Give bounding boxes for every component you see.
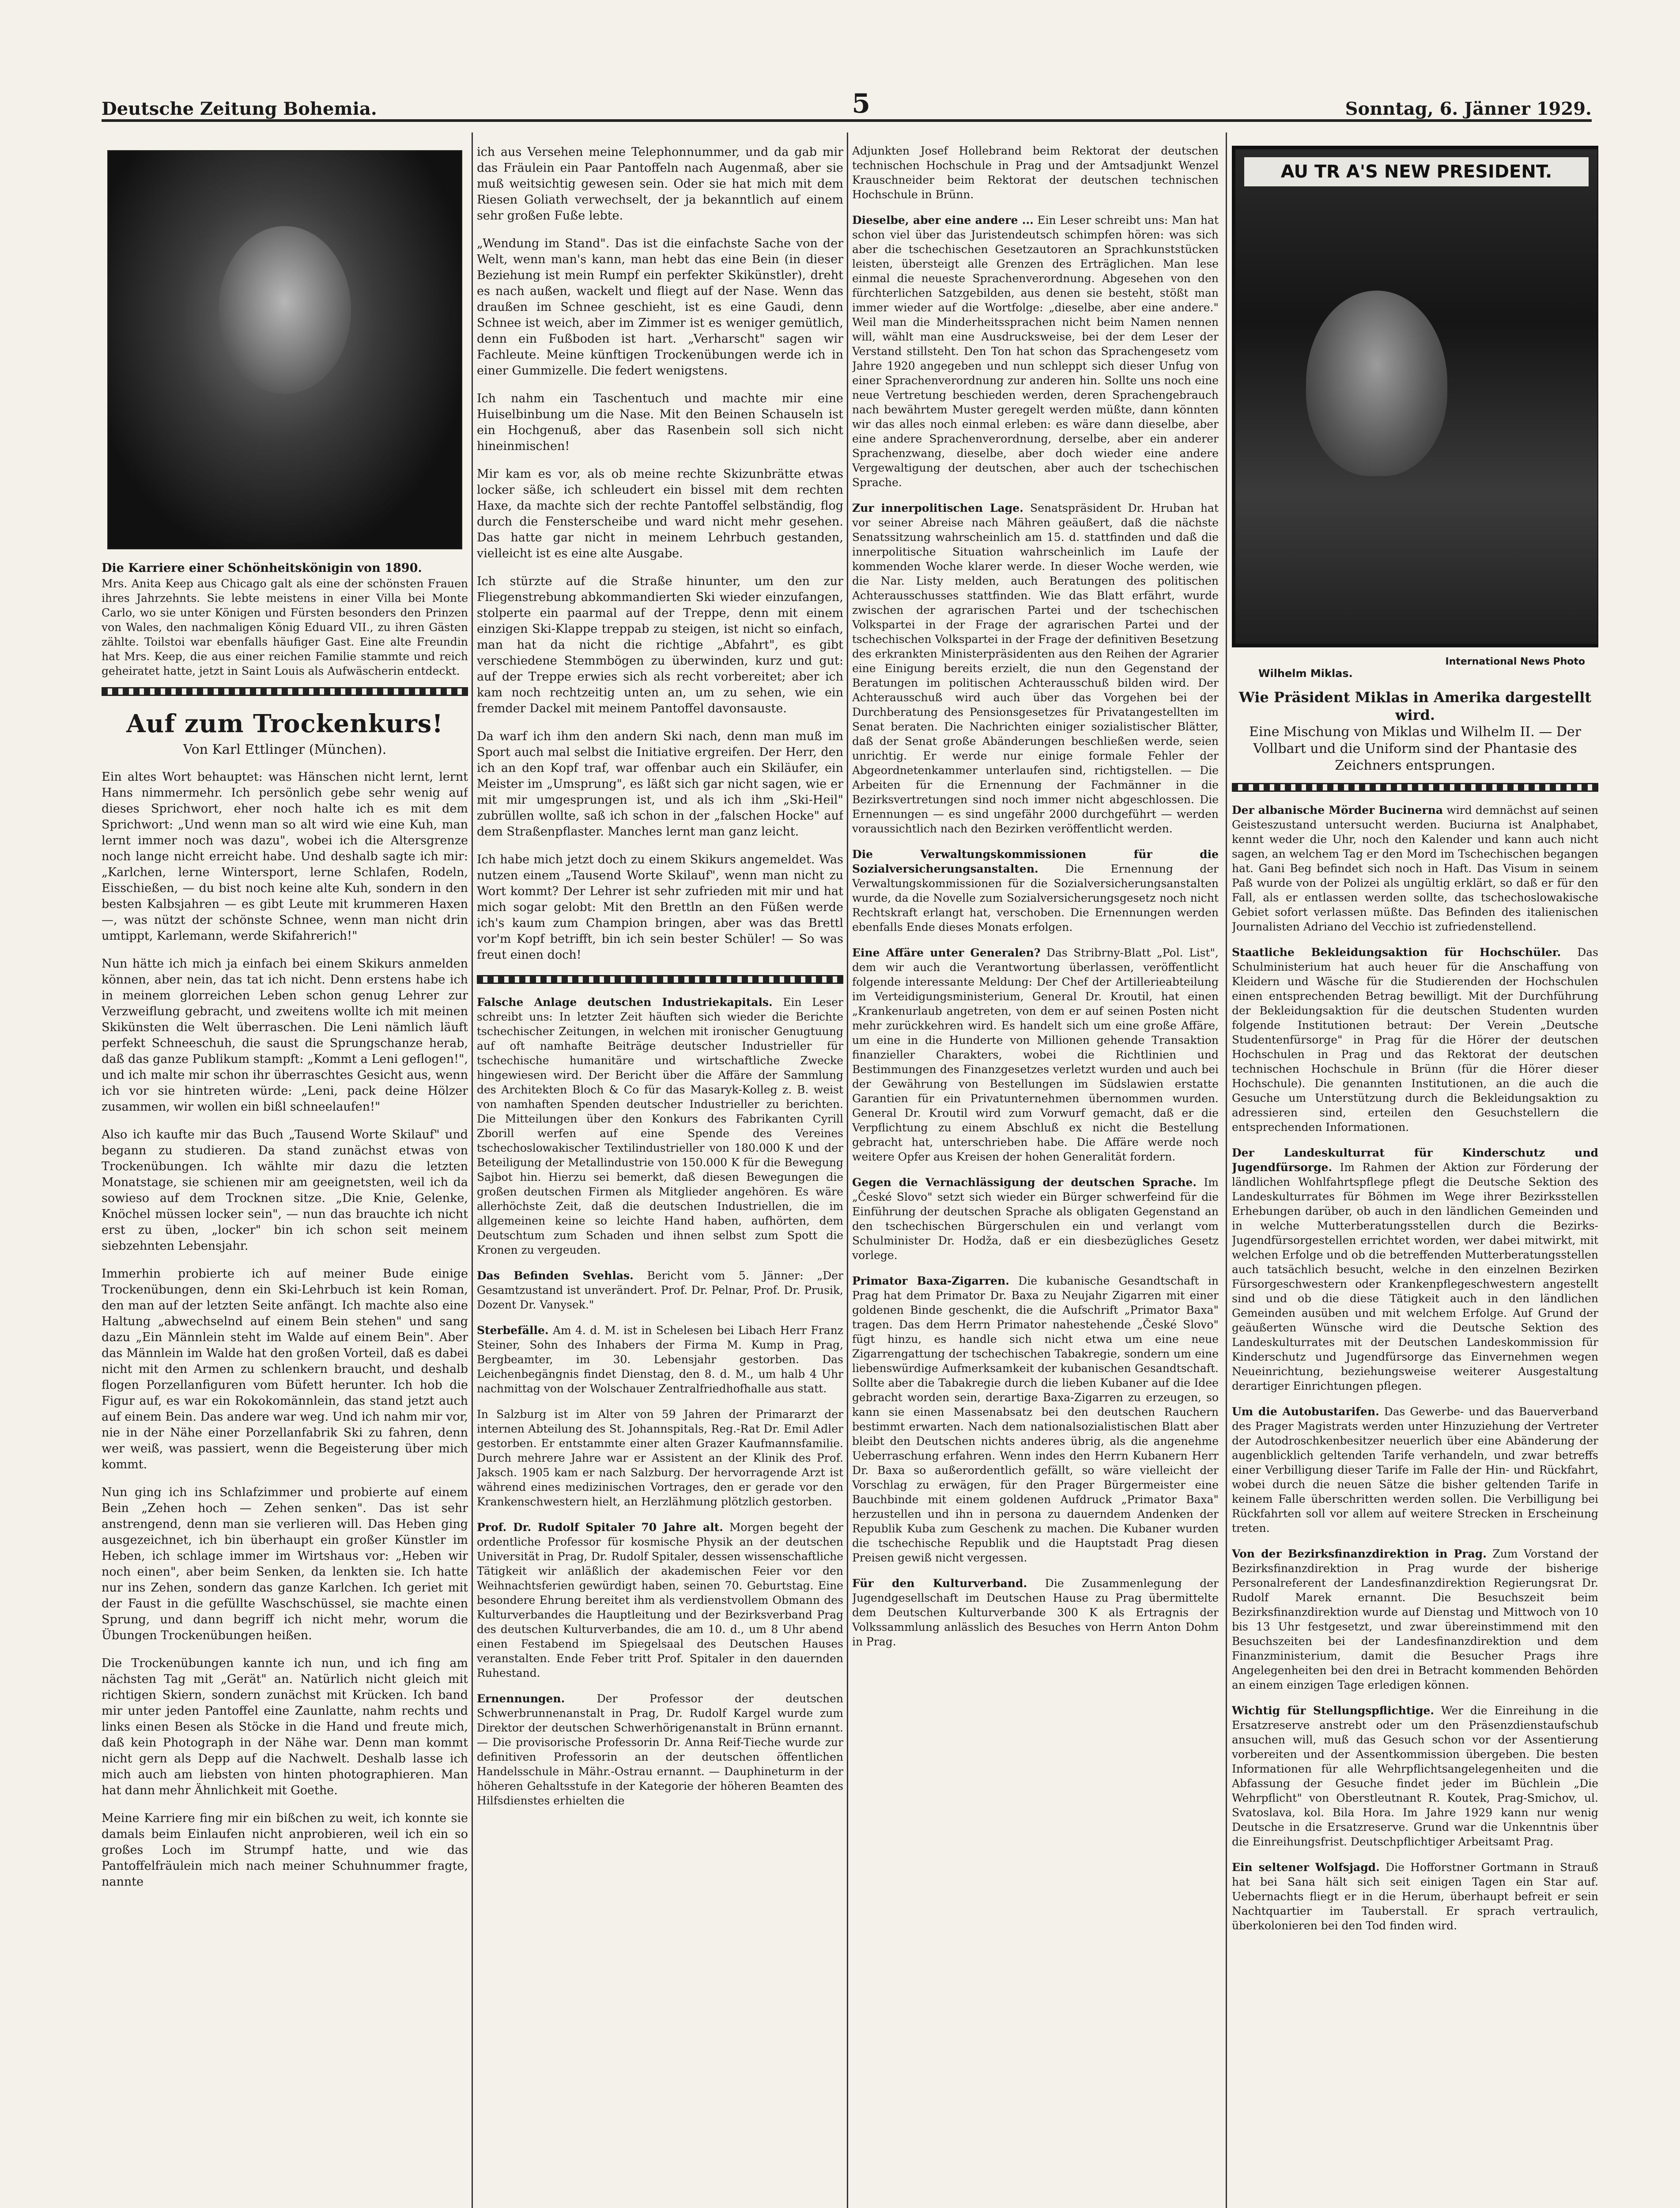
news-text: Die kubanische Gesandtschaft in Prag hat dem Primator Dr. Baxa zu Neujahr Zigarren mit einer goldenen Binde geschenkt, die die Aufschrift „Primator Baxa" tragen. Das dem Herrn Primator nahestehende „České Slovo" fügt hinzu, es handle sich nicht etwa um eine neue Zigarrengattung der tschechischen Tabakregie, sondern um eine liebenswürdige Aufmerksamkeit der kubanischen Gesandtschaft. Sollte aber die Tabakregie durch die lieben Kubaner auf die Idee gebracht worden sein, derartige Baxa-Zigarren zu erzeugen, so kann sie einen Massenabsatz bei den deutschen Rauchern bestimmt erwarten. Nach dem nationalsozialistischen Blatt aber bleibt den Deutschen nichts anderes übrig, als die angenehme Ueberraschung erfahren. Wenn indes den Herrn Kubanern Herr Dr. Baxa so außerordentlich gefällt, so wäre vielleicht der Vorschlag zu erwägen, für den Prager Bürgermeister eine Bauchbinde mit einem goldenen Aufdruck „Primator Baxa" herzustellen und ihn in persona zu dauerndem Andenken der Republik Kuba zum Geschenk zu machen. Die Kubaner wurden die tschechische Republik und die Hauptstadt Prag diesen Preisen gewiß nicht vergessen.	[852, 1274, 1219, 1564]
photo-caption-title: Die Karriere einer Schönheitskönigin von 1890.	[102, 561, 422, 575]
paragraph: Ich nahm ein Taschentuch und machte mir eine Huiselbinbung um die Nase. Mit den Beinen Schauseln ist ein Hochgenuß, aber das Rasenbein soll sich nicht hineinmischen!	[477, 392, 843, 453]
news-text: Zum Vorstand der Bezirksfinanzdirektion in Prag wurde der bisherige Personalreferent der Landesfinanzdirektion Regierungsrat Dr. Rudolf Marek ernannt. Die Besuchszeit beim Bezirksfinanzdirektion wurde auf Dienstag und Mittwoch von 10 bis 13 Uhr festgesetzt, und zwar übereinstimmend mit den Besuchszeiten bei der Landesfinanzdirektion und dem Finanzministerium, damit die Besucher Prags ihre Angelegenheiten bei den drei in Betracht kommenden Behörden an einem einzigen Tage erledigen können.	[1232, 1547, 1598, 1691]
news-text: Die Ernennung der Verwaltungskommissionen für die Sozialversicherungsanstalten wurde, da die Novelle zum Sozialversicherungsgesetz noch nicht Rechtskraft erlangt hat, verschoben. Die Ernennungen werden ebenfalls Ende dieses Monats erfolgen.	[852, 862, 1219, 934]
article-title: Auf zum Trockenkurs!	[126, 709, 443, 738]
news-text: Im „České Slovo" setzt sich wieder ein Bürger schwerfeind für die Einführung der deutschen Sprache als obligaten Gegenstand an den tschechischen Bürgerschulen ein und verlangt vom Schulminister Dr. Hodža, daß er ein diesbezügliches Gesetz vorlege.	[852, 1176, 1219, 1262]
news-heading: Sterbefälle.	[477, 1324, 549, 1337]
news-text: Im Rahmen der Aktion zur Förderung der ländlichen Wohlfahrtspflege pflegt die Deutsche Sektion des Landeskulturrates für Böhmen im Wege ihrer Bezirksstellen Erhebungen darüber, ob auch in den ländlichen Gemeinden und in welche Mutterberatungsstellen durch die Bezirks-Jugendfürsorgestellen errichtet worden, wer dabei mitwirkt, mit welchen Erfolge und ob die betreffenden Mutterberatungsstellen auch tatsächlich besucht, welche in den einzelnen Bezirken Fürsorgeschwestern oder Krankenpflegeschwestern angestellt sind und ob die diese Tätigkeit auch in den ländlichen Gemeinden ausüben und mit welchem Erfolge. Auf Grund der geäußerten Wünsche wird die Deutsche Sektion des Landeskulturrates mit der Deutschen Landeskommission für Kinderschutz und Jugendfürsorge das Einvernehmen wegen Neueinrichtung, beziehungsweise weiterer Ausgestaltung derartiger Einrichtungen pflegen.	[1232, 1161, 1598, 1392]
paragraph: Immerhin probierte ich auf meiner Bude einige Trockenübungen, denn ein Ski-Lehrbuch ist kein Roman, den man auf der letzten Seite anfängt. Ich machte also eine Haltung „abwechselnd auf einem Bein stehen" und sang dazu „Ein Männlein steht im Walde auf einem Bein". Aber das Männlein im Walde hat den großen Vorteil, daß es dabei nicht mit den Armen zu schlenkern braucht, und deshalb flogen Porzellanfiguren vom Büfett herunter. Ich hob die Figur auf, es war ein Rokokomännlein, das stand jetzt auch auf einem Bein. Das andere war weg. Und ich nahm mir vor, nie in der Nähe einer Porzellanfabrik Ski zu fahren, denn wer weiß, was passiert, wenn die Begeisterung über mich kommt.	[102, 1267, 468, 1471]
news-heading: Die Verwaltungskommissionen für die Sozialversicherungsanstalten.	[852, 848, 1219, 875]
news-text: Der Professor der deutschen Schwerbrunnenanstalt in Prag, Dr. Rudolf Kargel wurde zum Direktor der deutschen Schwerhörigenanstalt in Brünn ernannt. — Die provisorische Professorin Dr. Anna Reif-Tieche wurde zur definitiven Professorin an der deutschen öffentlichen Handelsschule in Mähr.-Ostrau ernannt. — Dauphineturm in der höheren Gehaltsstufe in der Kategorie der höheren Beamten des Hilfsdienstes erhielten die	[477, 1692, 843, 1807]
news-heading: Ernennungen.	[477, 1692, 565, 1705]
photo-caption-text: Eine Mischung von Miklas und Wilhelm II. — Der Vollbart und die Uniform sind der Phantasie des Zeichners entsprungen.	[1249, 724, 1582, 773]
photo-banner: AU TR A'S NEW PRESIDENT.	[1244, 157, 1589, 186]
column-rule	[472, 132, 473, 2208]
news-text: Senatspräsident Dr. Hruban hat vor seiner Abreise nach Mähren geäußert, daß die nächste Senatssitzung wahrscheinlich am 15. d. stattfinden und daß die innerpolitische Situation wahrscheinlich im Laufe der kommenden Woche klarer werde. In dieser Woche werden, wie die Nar. Listy melden, auch Beratungen des politischen Achterausschusses stattfinden. Wie das Blatt erfährt, wurde zwischen der agrarischen Partei und der tschechischen Volkspartei in der Frage der agrarischen Partei und der tschechischen Volkspartei in der Frage der definitiven Besetzung des erkrankten Ministerpräsidenten aus den Reihen der Agrarier eine Einigung bereits erzielt, die nun den Gegenstand der Beratungen im politischen Achterausschuß bilden wird. Der Achterausschuß wird auch über das Vorgehen bei der Durchberatung des Pensionsgesetzes für Privatangestellten im Senat beraten. Die Nachrichten einiger sozialistischer Blätter, daß der Senat große Abänderungen beschließen werde, seien unrichtig. Er werde nur einige formale Fehler der Abgeordnetenkammer unterlaufen sind, richtigstellen. — Die Arbeiten für die Ernennung der Fachmänner in die Bezirksvertretungen sind noch immer nicht abgeschlossen. Die Ernennungen — es sind ungefähr 2000 durchgeführt — werden voraussichtlich nach den Bezirken veröffentlicht werden.	[852, 502, 1219, 835]
paragraph: ich aus Versehen meine Telephonnummer, und da gab mir das Fräulein ein Paar Pantoffeln nach Augenmaß, aber sie muß weitsichtig gewesen sein. Oder sie hat mich mit dem Riesen Goliath verwechselt, der ja bekanntlich auf einem sehr großen Fuße lebte.	[477, 145, 843, 223]
news-heading: Dieselbe, aber eine andere ...	[852, 214, 1034, 227]
news-heading: Um die Autobustarifen.	[1232, 1405, 1379, 1418]
news-heading: Der Landeskulturrat für Kinderschutz und Jugendfürsorge.	[1232, 1146, 1598, 1174]
section-divider	[102, 687, 468, 696]
news-text: Wer die Einreihung in die Ersatzreserve anstrebt oder um den Präsenzdienstaufschub ansuchen will, muß das Gesuch schon vor der Assentierung vorbereiten und der Assentkommission übergeben. Die besten Informationen für alle Wehrpflichtsangelegenheiten und die Abfassung der Gesuche findet jeder im Büchlein „Die Wehrpflicht" von Oberstleutnant R. Koutek, Prag-Smichov, ul. Svatoslava, kol. Bila Hora. Im Jahre 1929 kann nur wenig Deutsche in die Ersatzreserve. Grund war die Unkenntnis über die Einreihungsfrist. Deutschpflichtiger Arbeitsamt Prag.	[1232, 1704, 1598, 1848]
news-text: wird demnächst auf seinen Geisteszustand untersucht werden. Buciurna ist Analphabet, kennt weder die Uhr, noch den Kalender und kann auch nicht sagen, an welchem Tag er den Mord im Tschechischen begangen hat. Gani Beg befindet sich noch in Haft. Das Visum in seinem Paß wurde von der Polizei als ungültig erklärt, so daß er für den Fall, als er entlassen werden sollte, das tschechoslowakische Gebiet sofort verlassen müßte. Das Befinden des italienischen Journalisten Adriano del Vecchio ist zufriedenstellend.	[1232, 804, 1598, 933]
news-text: Die Zusammenlegung der Jugendgesellschaft im Deutschen Hause zu Prag übermittelte dem Deutschen Kulturverbande 300 K als Ertragnis der Volkssammlung anlässlich des Besuches von Herrn Anton Dohm in Prag.	[852, 1577, 1219, 1648]
news-text: Bericht vom 5. Jänner: „Der Gesamtzustand ist unverändert. Prof. Dr. Pelnar, Prof. Dr. Prusik, Dozent Dr. Vanysek."	[477, 1269, 843, 1311]
section-divider	[1232, 783, 1598, 792]
photo-caption-text: Mrs. Anita Keep aus Chicago galt als eine der schönsten Frauen ihres Jahrzehnts. Sie lebte meistens in einer Villa bei Monte Carlo, wo sie unter Königen und Fürsten besonders den Prinzen von Wales, den nachmaligen König Eduard VII., zu ihren Gästen zählte. Toilstoi war ebenfalls häufiger Gast. Eine alte Freundin hat Mrs. Keep, die aus einer reichen Familie stammte und reich geheiratet hatte, jetzt in Saint Louis als Aufwäscherin entdeckt.	[102, 577, 468, 677]
paragraph: Da warf ich ihm den andern Ski nach, denn man muß im Sport auch mal selbst die Initiative ergreifen. Der Herr, den ich an den Kopf traf, war offenbar auch ein Skiläufer, ein Meister im „Umsprung", es läßt sich gar nicht sagen, wie er mit mir umgesprungen ist, und als ich ihm „Ski-Heil" zubrüllen wollte, saß ich schon in der „falschen Hocke" auf dem Straßenpflaster. Manches lernt man ganz leicht.	[477, 730, 843, 839]
paragraph: Ich stürzte auf die Straße hinunter, um den zur Fliegenstrebung abkommandierten Ski wieder einzufangen, stolperte ein paarmal auf der Treppe, denn mit einem einzigen Ski-Klappe treppab zu steigen, ist nicht so einfach, man hat da nicht die richtige „Abfahrt", es gibt verschiedene Stemmbögen zu überwinden, kurz und gut: auf der Treppe erwies sich als recht vorbereitet; aber ich kam noch rechtzeitig unten an, um zu sehen, wie ein fremder Dackel mit meinem Pantoffel davonsauste.	[477, 575, 843, 715]
news-heading: Staatliche Bekleidungsaktion für Hochschüler.	[1232, 946, 1561, 959]
column-3	[852, 132, 1219, 2208]
news-text: Morgen begeht der ordentliche Professor für kosmische Physik an der deutschen Universität in Prag, Dr. Rudolf Spitaler, dessen wissenschaftliche Tätigkeit wir anläßlich der akademischen Feier vor den Weihnachtsferien gewürdigt haben, seinen 70. Geburtstag. Eine besondere Ehrung bereitet ihm als verdienstvollem Obmann des Kulturverbandes die Hauptleitung und der Bezirksverband Prag des deutschen Kulturverbandes, die am 10. d., um 8 Uhr abend einen Festabend im Spiegelsaal des Deutschen Hauses veranstalten. Ende Feber tritt Prof. Spitaler in den dauernden Ruhestand.	[477, 1521, 843, 1679]
portrait-face	[219, 226, 351, 394]
photo-name: Wilhelm Miklas.	[1258, 667, 1353, 680]
paragraph: Die Trockenübungen kannte ich nun, und ich fing am nächsten Tag mit „Gerät" an. Natürlich nicht gleich mit richtigen Skiern, sondern zunächst mit Krücken. Ich band mir unter jeden Pantoffel eine Zaunlatte, nahm rechts und links einen Besen als Stöcke in die Hand und freute mich, daß kein Photograph in der Nähe war. Denn man kommt nicht gern als Depp auf die Nachwelt. Deshalb lasse ich mich auch am liebsten von hinten photographieren. Man hat dann mehr Ähnlichkeit mit Goethe.	[102, 1656, 468, 1797]
news-heading: Wichtig für Stellungspflichtige.	[1232, 1704, 1435, 1717]
news-heading: Falsche Anlage deutschen Industriekapitals.	[477, 996, 773, 1009]
paragraph: Ein altes Wort behauptet: was Hänschen nicht lernt, lernt Hans nimmermehr. Ich persönlich gebe sehr wenig auf dieses Sprichwort, eher noch halte ich es mit dem Sprichwort: „Und wenn man so alt wird wie eine Kuh, man lernt immer noch was dazu", wobei ich die Altersgrenze noch lange nicht erreicht habe. Und deshalb sagte ich mir: „Karlchen, lerne Wintersport, lerne Schlafen, Rodeln, Eisschießen, — du bist noch keine alte Kuh, sondern in den besten Kalbsjahren — es gibt Leute mit krummeren Haxen —, was nützt der schönste Schnee, wenn man nicht drin umtippt, Karlemann, werde Skifahrerich!"	[102, 770, 468, 943]
column-2	[477, 132, 843, 2208]
news-heading: Das Befinden Svehlas.	[477, 1269, 634, 1282]
news-heading: Primator Baxa-Zigarren.	[852, 1274, 1009, 1287]
paragraph: Ich habe mich jetzt doch zu einem Skikurs angemeldet. Was nutzen einem „Tausend Worte Skilauf", wenn man nicht zu Wort kommt? Der Lehrer ist sehr zufrieden mit mir und hat mich sogar gelobt: Mit den Brettln an den Füßen werde ich's kaum zum Champion bringen, aber was das Brettl vor'm Kopf betrifft, bin ich sein bester Schüler! — So was freut einen doch!	[477, 853, 843, 962]
section-divider	[477, 975, 843, 984]
news-heading: Prof. Dr. Rudolf Spitaler 70 Jahre alt.	[477, 1521, 723, 1534]
president-photo	[1232, 146, 1598, 647]
paragraph: Meine Karriere fing mir ein bißchen zu weit, ich konnte sie damals beim Einlaufen nicht anprobieren, weil ich ein so großes Loch im Strumpf hatte, und wie das Pantoffelfräulein mich nach meiner Schuhnummer fragte, nannte	[102, 1811, 468, 1889]
paragraph: Nun ging ich ins Schlafzimmer und probierte auf einem Bein „Zehen hoch — Zehen senken". Das ist sehr anstrengend, denn man sie verlieren will. Das Heben ging ausgezeichnet, ich bin überhaupt ein großer Künstler im Heben, ich schlage immer im Wirtshaus vor: „Heben wir noch einen", aber beim Senken, da lenkten sie. Ich hatte nur ins Zehen, sondern das ganze Karlchen. Ich geriet mit der Faust in die gefüllte Waschschüssel, sie machte einen Sprung, und dann begriff ich nicht mehr, worum die Übungen Trockenübungen heißen.	[102, 1486, 468, 1642]
photo-credit: International News Photo	[1445, 656, 1585, 667]
news-text: Das Schulministerium hat auch heuer für die Anschaffung von Kleidern und Wäsche für die Studierenden der Hochschulen einen entsprechenden Betrag bewilligt. Mit der Durchführung der Bekleidungsaktion für die deutschen Studenten wurden folgende Institutionen betraut: Der Verein „Deutsche Studentenfürsorge" in Prag für die Hörer der deutschen Hochschulen in Prag und das Rektorat der deutschen technischen Hochschule in Brünn (für die Hörer dieser Hochschule). Die genannten Institutionen, an die auch die Gesuche um Unterstützung durch die Bekleidungsaktion zu adressieren sind, erteilen den Gesuchstellern die entsprechenden Informationen.	[1232, 946, 1598, 1134]
column-rule	[1226, 132, 1227, 2208]
page-number: 5	[852, 88, 871, 119]
news-heading: Gegen die Vernachlässigung der deutschen Sprache.	[852, 1176, 1197, 1189]
news-heading: Von der Bezirksfinanzdirektion in Prag.	[1232, 1547, 1487, 1560]
news-text: In Salzburg ist im Alter von 59 Jahren der Primararzt der internen Abteilung des St. Johannspitals, Reg.-Rat Dr. Emil Adler gestorben. Er entstammte einer alten Grazer Kaufmannsfamilie. Durch mehrere Jahre war er Assistent an der Klinik des Prof. Jaksch. 1905 kam er nach Salzburg. Der hervorragende Arzt ist während eines medizinischen Vortrages, den er gerade vor den Krankenschwestern hielt, an Herzlähmung plötzlich gestorben.	[477, 1408, 843, 1508]
paragraph: Mir kam es vor, als ob meine rechte Skizunbrätte etwas locker säße, ich schleudert ein bissel mit dem rechten Haxe, da machte sich der rechte Pantoffel selbständig, flog durch die Fensterscheibe und ward nicht mehr gesehen. Das hatte gar nicht in meinem Lehrbuch gestanden, vielleicht ist es eine alte Ausgabe.	[477, 467, 843, 560]
news-heading: Eine Affäre unter Generalen?	[852, 946, 1041, 959]
news-heading: Für den Kulturverband.	[852, 1577, 1027, 1590]
column-4	[1232, 132, 1598, 2208]
paragraph: Adjunkten Josef Hollebrand beim Rektorat der deutschen technischen Hochschule in Prag und der Amtsadjunkt Wenzel Krauschneider beim Rektorat der deutschen technischen Hochschule in Brünn.	[852, 144, 1219, 201]
paragraph: „Wendung im Stand". Das ist die einfachste Sache von der Welt, wenn man's kann, man hebt das eine Bein (in dieser Beziehung ist mein Rumpf ein perfekter Skikünstler), dreht es nach außen, wackelt und fliegt auf der Nase. Wenn das draußen im Schnee geschieht, ist es eine Gaudi, denn Schnee ist weich, aber im Zimmer ist es weniger gemütlich, denn ein Fußboden ist hart. „Verharscht" sagen wir Fachleute. Meine künftigen Trockenübungen werde ich in einer Gummizelle. Die federt wenigstens.	[477, 237, 843, 378]
column-rule	[847, 132, 848, 2208]
news-text: Die Hofforstner Gortmann in Strauß hat bei Sana hält sich seit einigen Tagen ein Star auf. Uebernachts fliegt er in die Herum, überhaupt befreit er sein Nachtquartier im Tauberstall. Er sprach vertraulich, überkolonieren bei den Tod finden wird.	[1232, 1861, 1598, 1932]
photo-caption-title: Wie Präsident Miklas in Amerika dargestellt wird.	[1238, 689, 1592, 723]
portrait-face	[1306, 291, 1447, 476]
news-text: Am 4. d. M. ist in Schelesen bei Libach Herr Franz Steiner, Sohn des Inhabers der Firma M. Kump in Prag, Bergbeamter, im 30. Lebensjahr gestorben. Das Leichenbegängnis findet Dienstag, den 8. d. M., um halb 4 Uhr nachmittag von der Wolschauer Zentralfriedhofhalle aus statt.	[477, 1324, 843, 1395]
column-1	[102, 132, 468, 2208]
page-header	[102, 88, 1592, 122]
paragraph: Nun hätte ich mich ja einfach bei einem Skikurs anmelden können, aber nein, das tat ich nicht. Denn erstens habe ich in meinem glorreichen Leben schon genug Lehrer zur Verzweiflung gebracht, und zweitens wollte ich mit meinen Skikünsten die Welt überraschen. Die Leni nämlich läuft perfekt Schneeschuh, die saust die Sprungschanze herab, daß das ganze Publikum stampft: „Kommt a Leni geflogen!", und ich malte mir schon ihr überraschtes Gesicht aus, wenn ich vor sie hintreten würde: „Leni, pack deine Hölzer zusammen, wir wollen ein bißl schneelaufen!"	[102, 957, 468, 1114]
news-text: Ein Leser schreibt uns: In letzter Zeit häuften sich wieder die Berichte tschechischer Zeitungen, in welchen mit ironischer Genugtuung auf oft namhafte Beiträge deutscher Industrieller für tschechische humanitäre und wirtschaftliche Zwecke hingewiesen wird. Der Bericht über die Affäre der Sammlung des Architekten Bloch & Co für das Masaryk-Kolleg z. B. weist von namhaften Spenden deutscher Industrieller zu berichten. Die Mitteilungen über den Konkurs des Fabrikanten Cyrill Zborill werfen auf eine Spende des Vereines tschechoslowakischer Textilindustrieller von 180.000 K und der Beteiligung der Metallindustrie von 150.000 K für die Bewegung Sajbot hin. Hierzu sei bemerkt, daß diesen Bewegungen die großen deutschen Firmen als Mitglieder angehören. Es wäre allerhöchste Zeit, daß die deutschen Industriellen, die im allgemeinen keine so leichte Hand haben, aufhörten, dem Deutschtum zum Schaden und ihnen selbst zum Spott die Kronen zu vergeuden.	[477, 996, 843, 1256]
news-text: Ein Leser schreibt uns: Man hat schon viel über das Juristendeutsch schimpfen hören: was sich aber die tschechischen Gesetzautoren an Sprachkunststücken leisten, übersteigt alle Grenzen des Erträglichen. Man lese einmal die neueste Sprachenverordnung. Abgesehen von den fürchterlichen Satzgebilden, aus denen sie besteht, stößt man immer wieder auf die Wortfolge: „dieselbe, aber eine andere." Weil man die Minderheitssprachen nicht beim Namen nennen will, wählt man eine Ausdrucksweise, bei der dem Leser der Verstand stillsteht. Den Ton hat schon das Sprachengesetz vom Jahre 1920 angegeben und nun schleppt sich dieser Unfug von einer Sprachenverordnung zur anderen hin. Sollte uns noch eine neue Vertretung beschieden werden, deren Sprachengebrauch nach bewährtem Muster geregelt werden müßte, dann könnten wir das alles noch einmal erleben: es wäre dann dieselbe, aber eine andere Sprachenverordnung, derselbe, aber ein anderer Sprachenzwang, dieselbe, aber doch wieder eine andere Vergewaltigung der deutschen, aber auch der tschechischen Sprache.	[852, 214, 1219, 489]
news-heading: Der albanische Mörder Bucinerna	[1232, 804, 1443, 817]
portrait-photo	[107, 150, 462, 549]
news-heading: Zur innerpolitischen Lage.	[852, 502, 1023, 514]
paper-title: Deutsche Zeitung Bohemia.	[102, 98, 377, 119]
news-text: Das Stribrny-Blatt „Pol. List", dem wir auch die Verantwortung überlassen, veröffentlicht folgende interessante Meldung: Der Chef der Artillerieabteilung im Verteidigungsministerium, General Dr. Kroutil, hat einen „Krankenurlaub angetreten, von dem er auf seinen Posten nicht mehr zurückkehren wird. Es handelt sich um eine große Affäre, um eine in die Hunderte von Millionen gehende Transaktion finanzieller Charakters, wobei die Richtlinien und Bestimmungen des Finanzgesetzes verletzt wurden und auch bei der Gewährung von Bestellungen im Südslawien erstatte Garantien für ein Privatunternehmen übernommen wurden. General Dr. Kroutil wird zum Vorwurf gemacht, daß er die Verpflichtung zu einem Abschluß ex nicht die Bestellung gebracht hat, unterschrieben habe. Die Affäre werde noch weitere Opfer aus Kreisen der hohen Generalität fordern.	[852, 946, 1219, 1163]
news-text: Das Gewerbe- und das Bauerverband des Prager Magistrats werden unter Hinzuziehung der Vertreter der Autodroschkenbesitzer neuerlich über eine Abänderung der augenblicklich geltenden Tarife verhandeln, und zwar betreffs einer Verbilligung dieser Tarife im Falle der Hin- und Rückfahrt, wobei durch die neuen Sätze die bisher geltenden Tarife in keinem Falle überschritten werden sollen. Die Verbilligung bei Rückfahrten soll vor allem auf weitere Strecken in Erscheinung treten.	[1232, 1405, 1598, 1535]
news-heading: Ein seltener Wolfsjagd.	[1232, 1861, 1380, 1874]
paragraph: Also ich kaufte mir das Buch „Tausend Worte Skilauf" und begann zu studieren. Da stand zunächst etwas von Trockenübungen. Ich wählte mir dazu die letzten Monatstage, sie schienen mir am geeignetsten, weil ich da sowieso auf dem Trocknen sitze. „Die Knie, Gelenke, Knöchel müssen locker sein", — nun das brauchte ich nicht erst zu üben, „locker" bin ich schon seit meinem siebzehnten Lebensjahr.	[102, 1128, 468, 1253]
article-byline: Von Karl Ettlinger (München).	[183, 742, 387, 757]
issue-date: Sonntag, 6. Jänner 1929.	[1345, 98, 1592, 119]
